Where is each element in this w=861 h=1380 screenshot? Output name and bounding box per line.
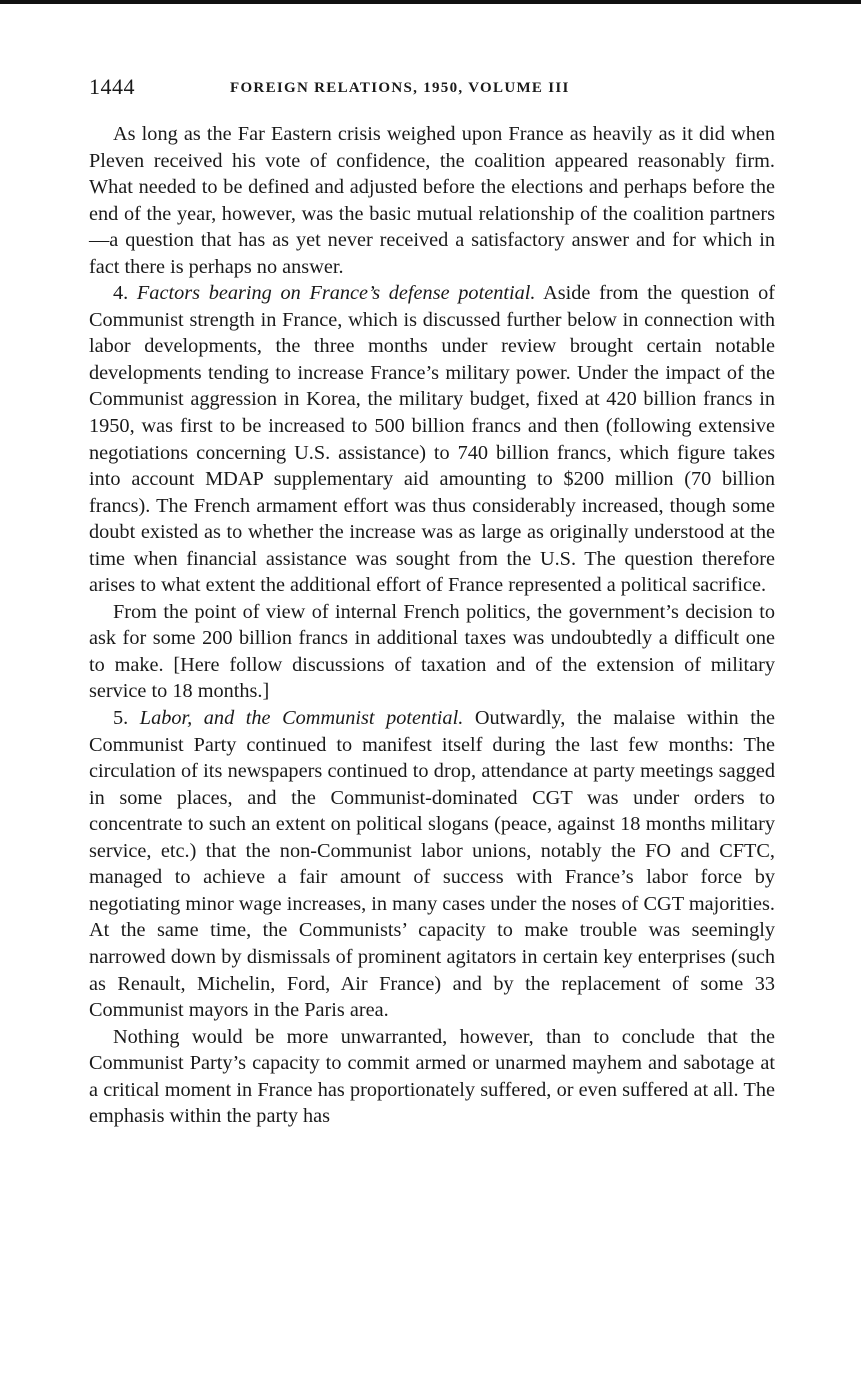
paragraph-text: Outwardly, the malaise within the Communist Party continued to manifest itself during the last few months: The circulation of its newspapers continued to drop, attendance at party meetings sagged in some places, and the Communist-dominated CGT was under orders to concentrate to such an extent on political slogans (peace, against 18 months military service, etc.) that the non-Communist labor unions, notably the FO and CFTC, managed to achieve a fair amount of success with France’s labor force by negotiating minor wage increases, in many cases under the noses of CGT majorities. At the same time, the Communists’ capacity to make trouble was seemingly narrowed down by dismissals of prominent agitators in certain key enterprises (such as Renault, Michelin, Ford, Air France) and by the replacement of some 33 Communist mayors in the Paris area. [89,707,775,1022]
document-page [89,72,775,1130]
top-edge-rule [0,0,861,4]
section-number: 4. [113,282,129,305]
page-number: 1444 [89,74,135,99]
section-heading: Labor, and the Communist potential. [139,707,464,730]
paragraph-party-capacity [89,1024,775,1130]
paragraph-text: As long as the Far Eastern crisis weighed upon France as heavily as it did when Pleven received his vote of confidence, the coalition appeared reasonably firm. What needed to be defined and adjusted before the elections and perhaps before the end of the year, however, was the basic mutual relationship of the coalition partners—a question that has as yet never received a satisfactory answer and for which in fact there is perhaps no answer. [89,123,775,278]
paragraph-defense-potential [89,280,775,599]
paragraph-labor-communist [89,705,775,1024]
paragraph-text: From the point of view of internal French politics, the government’s decision to ask for some 200 billion francs in additional taxes was undoubtedly a difficult one to make. [Here follow discussions of taxation and of the extension of military service to 18 months.] [89,600,775,703]
body-text [89,121,775,1130]
section-heading: Factors bearing on France’s defense potential. [136,282,536,305]
section-number: 5. [113,707,129,730]
paragraph-coalition [89,121,775,280]
paragraph-text: Nothing would be more unwarranted, however, than to conclude that the Communist Party’s capacity to commit armed or unarmed mayhem and sabotage at a critical moment in France has proportionately suffered, or even suffered at all. The emphasis within the party has [89,1025,775,1128]
paragraph-text: Aside from the question of Communist strength in France, which is discussed further below in connection with labor developments, the three months under review brought certain notable developments tending to increase France’s military power. Under the impact of the Communist aggression in Korea, the military budget, fixed at 420 billion francs in 1950, was first to be increased to 500 billion francs and then (following extensive negotiations concerning U.S. assistance) to 740 billion francs, which figure takes into account MDAP supplementary aid amounting to $200 million (70 billion francs). The French armament effort was thus considerably increased, though some doubt existed as to whether the increase was as large as originally understood at the time when financial assistance was sought from the U.S. The question therefore arises to what extent the additional effort of France represented a political sacrifice. [89,282,776,597]
paragraph-internal-politics [89,599,775,705]
running-title: FOREIGN RELATIONS, 1950, VOLUME III [230,80,570,96]
running-head [89,72,775,106]
